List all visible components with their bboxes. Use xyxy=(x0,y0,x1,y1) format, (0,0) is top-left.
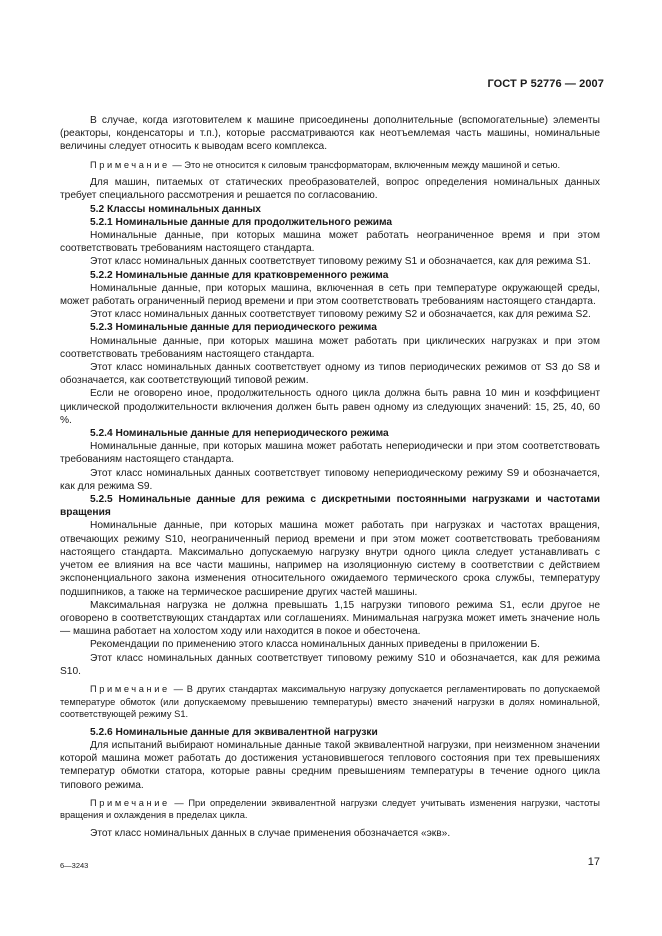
note-label: Примечание xyxy=(90,797,170,808)
note xyxy=(60,683,600,721)
note-label: Примечание xyxy=(90,683,170,694)
note xyxy=(60,159,600,172)
paragraph: Этот класс номинальных данных соответствует типовому режиму S1 и обозначается, как для режима S1. xyxy=(90,256,591,268)
paragraph: Этот класс номинальных данных соответствует типовому непериодическому режиму S9 и обозначается, как для режима S9. xyxy=(60,467,600,492)
paragraph: Если не оговорено иное, продолжительность одного цикла должна быть равна 10 мин и коэффициент циклической продолжительности включения должен быть равен одному из следующих значений: 15, 25, 40, 60 %. xyxy=(60,388,600,426)
paragraph: Номинальные данные, при которых машина, включенная в сеть при температуре окружающей среды, может работать ограниченный период времени и при этом соответствовать требованиям настоящего стандарта. xyxy=(60,282,600,308)
paragraph: Для испытаний выбирают номинальные данные такой эквивалентной нагрузки, при неизменном значении которой машина может работать до достижения установившегося теплового состояния при тех превышениях температур обмотки статора, которые равны средним превышениям температуры в течение одного цикла типового режима. xyxy=(60,739,600,791)
paragraph: Максимальная нагрузка не должна превышать 1,15 нагрузки типового режима S1, если другое не оговорено в соответствующих стандартах или соглашениях. Минимальная нагрузка может иметь значение ноль — машина работает на холостом ходу или находится в покое и обесточена. xyxy=(60,599,600,638)
standard-header: ГОСТ Р 52776 — 2007 xyxy=(487,78,604,90)
paragraph: В случае, когда изготовителем к машине присоединены дополнительные (вспомогательные) элементы (реакторы, конденсаторы и т.п.), которые рассматриваются как неотъемлемая часть машины, номинальные величины следует относить к выводам всего комплекса. xyxy=(60,115,600,153)
paragraph: Этот класс номинальных данных соответствует типовому режиму S2 и обозначается, как для режима S2. xyxy=(90,309,591,321)
document-body xyxy=(60,114,600,840)
page-number: 17 xyxy=(587,856,600,868)
paragraph: Номинальные данные, при которых машина может работать непериодически и при этом соответствовать требованиям настоящего стандарта. xyxy=(60,441,600,466)
section-heading-5-2-1: 5.2.1 Номинальные данные для продолжительного режима xyxy=(90,216,393,228)
paragraph: Рекомендации по применению этого класса номинальных данных приведены в приложении Б. xyxy=(90,639,540,651)
paragraph: Этот класс номинальных данных соответствует одному из типов периодических режимов от S3 до S8 и обозначается, как соответствующий типовой режим. xyxy=(60,362,600,387)
paragraph: Номинальные данные, при которых машина может работать при циклических нагрузках и при этом соответствовать требованиям настоящего стандарта. xyxy=(60,335,600,360)
paragraph: Этот класс номинальных данных соответствует типовому режиму S10 и обозначается, как для режима S10. xyxy=(60,652,600,677)
section-heading-5-2-4: 5.2.4 Номинальные данные для непериодического режима xyxy=(90,428,389,440)
section-heading-5-2-5: 5.2.5 Номинальные данные для режима с дискретными постоянными нагрузками и частотами вращения xyxy=(60,494,600,519)
note xyxy=(60,797,600,822)
section-heading-5-2-2: 5.2.2 Номинальные данные для кратковременного режима xyxy=(90,269,389,281)
note-text: — В других стандартах максимальную нагрузку допускается регламентировать по допускаемой температуре обмоток (или допускаемому превышению температуры) вместо значений нагрузки в долях номинальной, соответствующей режиму S1. xyxy=(60,683,600,720)
paragraph: Этот класс номинальных данных в случае применения обозначается «экв». xyxy=(90,827,451,839)
paragraph: Номинальные данные, при которых машина может работать неограниченное время и при этом соответствовать требованиям настоящего стандарта. xyxy=(60,230,600,255)
section-heading-5-2-6: 5.2.6 Номинальные данные для эквивалентной нагрузки xyxy=(90,726,378,738)
paragraph: Номинальные данные, при которых машина может работать при нагрузках и частотах вращения, отвечающих режиму S10, неограниченный период времени и при этом может соответствовать требованиям настоящего стандарта. Максимально допускаемую нагрузку внутри одного цикла следует устанавливать с учетом ее влияния на все части машины, например на изоляционную систему в соответствии с действием экспоненциального закона изменения относительного ожидаемого термического срока службы, температуру подшипников, а также на термическое расширение других частей машины. xyxy=(60,520,600,598)
note-label: Примечание xyxy=(90,159,170,170)
sheet-code: 6—3243 xyxy=(60,861,89,870)
section-heading-5-2-3: 5.2.3 Номинальные данные для периодического режима xyxy=(90,322,377,334)
note-text: — Это не относится к силовым трансформаторам, включенным между машиной и сетью. xyxy=(169,159,561,170)
note-text: — При определении эквивалентной нагрузки следует учитывать изменения нагрузки, частоты вращения и охлаждения в пределах цикла. xyxy=(60,797,600,821)
section-heading-5-2: 5.2 Классы номинальных данных xyxy=(90,203,261,215)
paragraph: Для машин, питаемых от статических преобразователей, вопрос определения номинальных данных требует специального рассмотрения и решается по согласованию. xyxy=(60,177,600,202)
